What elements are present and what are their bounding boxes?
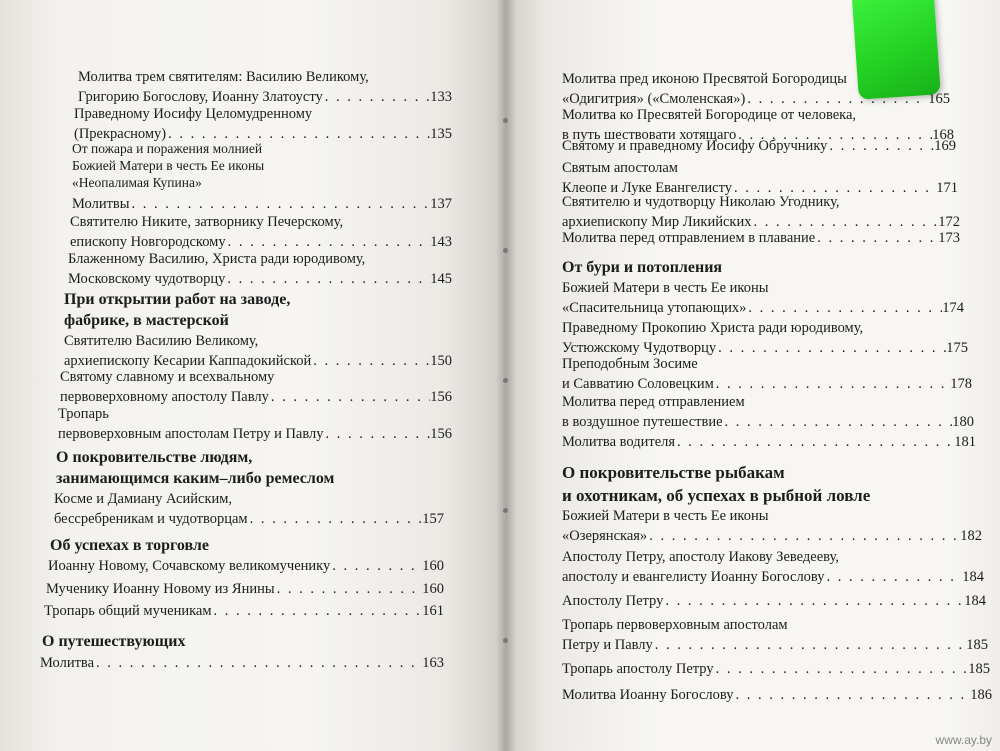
toc-entry[interactable]: Молитва ко Пресвятей Богородице от человека, в путь шествовати хотящаго . . . 168	[562, 106, 954, 145]
section-heading: О покровительстве людям, занимающимся каким–либо ремеслом	[56, 449, 335, 487]
toc-entry[interactable]: Иоанну Новому, Сочавскому великомученику . . . 160	[48, 557, 444, 577]
page-number: 133	[430, 88, 452, 105]
section-heading: О покровительстве рыбакам и охотникам, об успехах в рыбной ловле	[562, 463, 871, 505]
section-heading: От бури и потопления	[562, 259, 723, 276]
section-heading: Об успехах в торговле	[50, 537, 210, 554]
toc-entry[interactable]: Праведному Прокопию Христа ради юродивому, Устюжскому Чудотворцу . . . 175	[562, 319, 968, 358]
page-number: 156	[430, 425, 452, 442]
binding-stitch	[503, 118, 508, 123]
page-number: 156	[430, 388, 452, 405]
toc-entry[interactable]: Тропарь первоверховным апостолам Петру и Павлу . . . 156	[58, 405, 452, 444]
page-number: 137	[430, 196, 452, 212]
page-number: 169	[934, 138, 956, 154]
toc-entry[interactable]: Молитва Иоанну Богослову . . . 186	[562, 686, 992, 706]
dot-leader	[746, 299, 942, 319]
page-number: 182	[960, 527, 982, 544]
binding-stitch	[503, 508, 508, 513]
page-number: 185	[966, 636, 988, 653]
toc-entry[interactable]: Святым апостолам Клеопе и Луке Евангелисту . . . 171	[562, 159, 958, 198]
toc-entry[interactable]: Святому и праведному Иосифу Обручнику . . . 169	[562, 137, 956, 157]
page-number: 175	[946, 339, 968, 356]
page-number: 181	[954, 434, 976, 450]
page-number: 186	[970, 687, 992, 703]
toc-entry[interactable]: Святителю Василию Великому, архиепископу Кесарии Каппадокийской . . . 150	[64, 332, 452, 371]
toc-entry[interactable]: Святителю и чудотворцу Николаю Угоднику, архиепископу Мир Ликийских . . . 172	[562, 193, 960, 232]
page-number: 173	[938, 230, 960, 246]
toc-entry[interactable]: Блаженному Василию, Христа ради юродивому, Московскому чудотворцу . . . 145	[68, 250, 452, 289]
page-number: 165	[928, 90, 950, 107]
toc-entry[interactable]: Божией Матери в честь Ее иконы «Спасительница утопающих» . . . 174	[562, 279, 964, 318]
toc-entry[interactable]: Мученику Иоанну Новому из Янины . . . 160	[46, 580, 444, 600]
dot-leader	[130, 195, 431, 215]
page-number: 180	[952, 413, 974, 430]
section-heading: При открытии работ на заводе, фабрике, в мастерской	[64, 291, 291, 329]
toc-entry[interactable]: Молитва пред иконою Пресвятой Богородицы «Одигитрия» («Смоленская») . . . 165	[562, 70, 950, 109]
page-number: 184	[962, 568, 984, 585]
toc-entry[interactable]: Молитва перед отправлением в плавание . . . 173	[562, 229, 960, 249]
dot-leader	[212, 602, 423, 622]
toc-entry[interactable]: Тропарь общий мученикам . . . 161	[44, 602, 444, 622]
page-number: 150	[430, 352, 452, 369]
page-number: 160	[422, 558, 444, 574]
toc-entry[interactable]: Апостолу Петру, апостолу Иакову Зеведееву, апостолу и евангелисту Иоанну Богослову . . . 184	[562, 548, 984, 587]
binding-stitch	[503, 248, 508, 253]
dot-leader	[827, 137, 934, 157]
dot-leader	[275, 580, 423, 600]
page-number: 143	[430, 233, 452, 250]
toc-entry[interactable]: Праведному Иосифу Целомудренному (Прекрасному) . . . 135	[74, 105, 452, 144]
dot-leader	[324, 425, 431, 445]
toc-entry[interactable]: Апостолу Петру . . . 184	[562, 592, 986, 612]
green-bookmark[interactable]	[852, 0, 941, 100]
dot-leader	[815, 229, 938, 249]
toc-entry[interactable]: Молитва водителя . . . 181	[562, 433, 976, 453]
dot-leader	[825, 568, 963, 588]
page-number: 168	[932, 126, 954, 143]
watermark: www.ay.by	[935, 733, 992, 747]
toc-entry[interactable]: Молитва трем святителям: Василию Великому, Григорию Богослову, Иоанну Златоусту . . . 133	[78, 68, 452, 107]
dot-leader	[675, 433, 954, 453]
page-number: 172	[938, 213, 960, 230]
page-number: 178	[950, 375, 972, 392]
toc-entry[interactable]: От пожара и поражения молнией Божией Матери в честь Ее иконы «Неопалимая Купина»	[72, 141, 265, 190]
dot-leader	[94, 654, 422, 674]
toc-entry[interactable]: Святителю Никите, затворнику Печерскому, епископу Новгородскому . . . 143	[70, 213, 452, 252]
toc-entry[interactable]: Святому славному и всехвальному первоверховному апостолу Павлу . . . 156	[60, 368, 452, 407]
right-page	[506, 0, 1000, 751]
page-number: 135	[430, 125, 452, 142]
page-number: 160	[422, 581, 444, 597]
dot-leader	[663, 592, 964, 612]
binding-stitch	[503, 638, 508, 643]
page-number: 174	[942, 299, 964, 316]
dot-leader	[714, 375, 950, 395]
toc-entry[interactable]: Преподобным Зосиме и Савватию Соловецким . . . 178	[562, 355, 972, 394]
toc-entry[interactable]: Тропарь апостолу Петру . . . 185	[562, 660, 990, 680]
page-number: 185	[968, 661, 990, 677]
dot-leader	[330, 557, 422, 577]
page-number: 161	[422, 603, 444, 619]
dot-leader	[647, 527, 960, 547]
dot-leader	[653, 636, 966, 656]
toc-entry[interactable]: Молитва перед отправлением в воздушное путешествие . . . 180	[562, 393, 974, 432]
section-heading: О путешествующих	[42, 633, 186, 650]
page-number: 184	[964, 593, 986, 609]
toc-entry[interactable]: Молитва . . . 163	[40, 654, 444, 674]
dot-leader	[734, 686, 971, 706]
dot-leader	[248, 510, 423, 530]
page-number: 163	[422, 655, 444, 671]
toc-entry[interactable]: Тропарь первоверховным апостолам Петру и Павлу . . . 185	[562, 616, 988, 655]
toc-entry[interactable]: Молитвы . . . 137	[72, 195, 452, 215]
dot-leader	[723, 413, 953, 433]
toc-entry[interactable]: Косме и Дамиану Асийским, бессребреникам и чудотворцам . . . 157	[54, 490, 444, 529]
page-number: 145	[430, 270, 452, 287]
toc-entry[interactable]: Божией Матери в честь Ее иконы «Озерянская» . . . 182	[562, 507, 982, 546]
binding-stitch	[503, 378, 508, 383]
dot-leader	[225, 270, 430, 290]
dot-leader	[714, 660, 969, 680]
page-number: 171	[936, 179, 958, 196]
page-number: 157	[422, 510, 444, 527]
